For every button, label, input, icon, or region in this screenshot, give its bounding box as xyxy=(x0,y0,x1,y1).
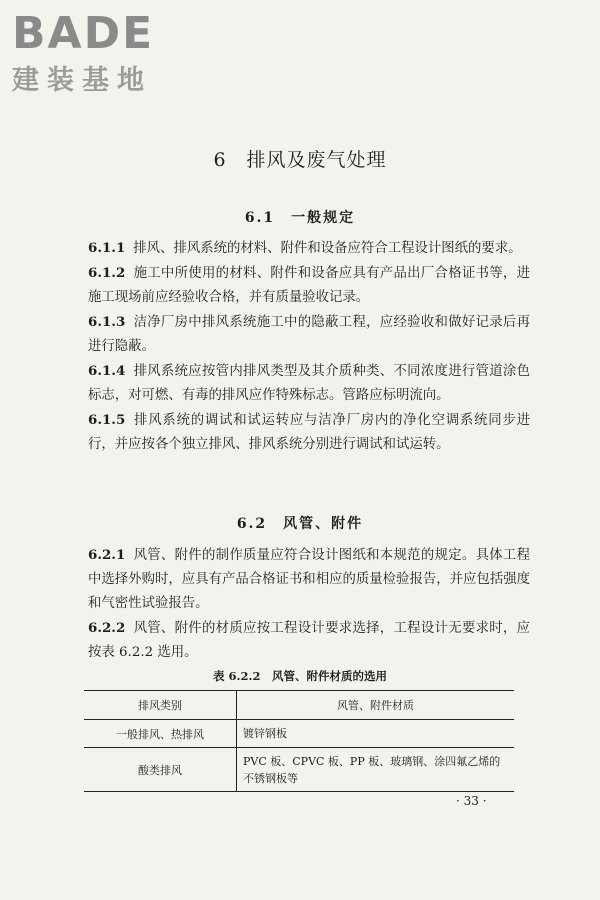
section-6-2-body xyxy=(88,543,530,665)
table-cell: PVC 板、CPVC 板、PP 板、玻璃钢、涂四氟乙烯的不锈钢板等 xyxy=(237,748,515,792)
clause-6-2-1 xyxy=(88,543,530,616)
clause-text: 排风系统应按管内排风类型及其介质种类、不同浓度进行管道涂色标志，对可燃、有毒的排风应作特殊标志。管路应标明流向。 xyxy=(88,364,530,403)
table-cell: 酸类排风 xyxy=(84,748,237,792)
section-6-1-body xyxy=(88,236,530,457)
clause-number: 6.2.2 xyxy=(88,620,126,636)
clause-number: 6.1.4 xyxy=(88,363,126,379)
clause-6-1-4 xyxy=(88,359,530,408)
clause-6-1-2 xyxy=(88,261,530,310)
table-caption: 表 6.2.2 风管、附件材质的选用 xyxy=(212,669,387,683)
clause-number: 6.1.5 xyxy=(88,412,126,428)
clause-text: 施工中所使用的材料、附件和设备应具有产品出厂合格证书等，进施工现场前应经验收合格，并有质量验收记录。 xyxy=(88,266,530,305)
clause-6-1-5 xyxy=(88,408,530,457)
page-number: · 33 · xyxy=(456,794,487,808)
clause-text: 风管、附件的制作质量应符合设计图纸和本规范的规定。具体工程中选择外购时，应具有产品合格证书和相应的质量检验报告，并应包括强度和气密性试验报告。 xyxy=(88,548,530,611)
clause-text: 风管、附件的材质应按工程设计要求选择，工程设计无要求时，应按表 6.2.2 选用。 xyxy=(88,621,530,660)
column-header-material: 风管、附件材质 xyxy=(237,691,515,720)
table-row xyxy=(84,748,514,792)
clause-text: 排风系统的调试和试运转应与洁净厂房内的净化空调系统同步进行，并应按各个独立排风、排风系统分别进行调试和试运转。 xyxy=(88,413,530,452)
clause-6-1-3 xyxy=(88,310,530,359)
table-row xyxy=(84,720,514,748)
clause-text: 洁净厂房中排风系统施工中的隐蔽工程，应经验收和做好记录后再进行隐蔽。 xyxy=(88,315,530,354)
clause-number: 6.1.2 xyxy=(88,265,126,281)
table-cell: 一般排风、热排风 xyxy=(84,720,237,748)
material-table xyxy=(84,690,514,792)
section-title-6-2: 6.2 风管、附件 xyxy=(236,516,364,532)
logo-brand: BADE xyxy=(12,8,155,59)
table-cell: 镀锌钢板 xyxy=(237,720,515,748)
chapter-title: 6 排风及废气处理 xyxy=(213,149,387,171)
clause-number: 6.1.1 xyxy=(88,240,126,256)
section-title-6-1: 6.1 一般规定 xyxy=(244,210,356,226)
clause-6-1-1 xyxy=(88,236,530,261)
clause-6-2-2 xyxy=(88,616,530,665)
logo-subtitle: 建装基地 xyxy=(12,65,152,96)
clause-number: 6.1.3 xyxy=(88,314,126,330)
table-header-row xyxy=(84,691,514,720)
watermark-logo xyxy=(12,10,154,98)
column-header-category: 排风类别 xyxy=(84,691,237,720)
clause-number: 6.2.1 xyxy=(88,547,126,563)
clause-text: 排风、排风系统的材料、附件和设备应符合工程设计图纸的要求。 xyxy=(133,241,522,256)
